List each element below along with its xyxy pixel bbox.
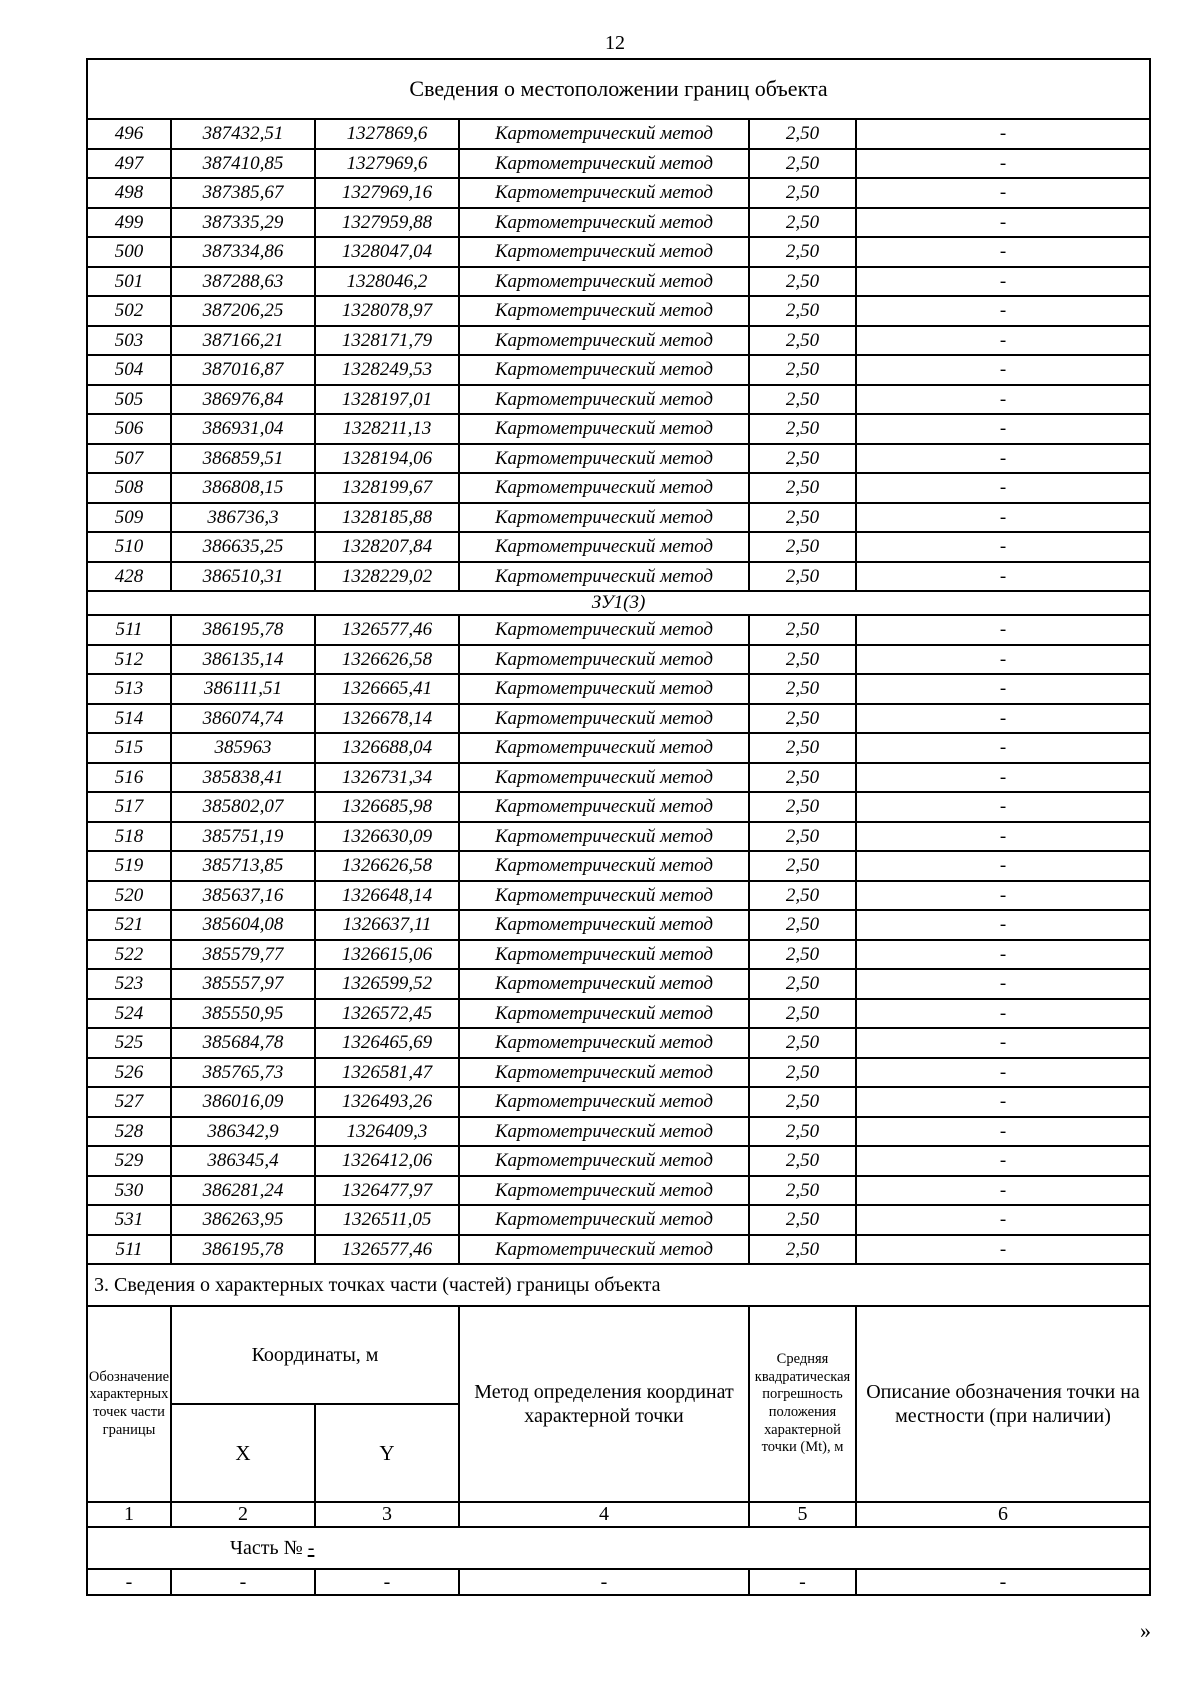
table-cell: 1328211,13 (315, 414, 459, 444)
table-cell: 501 (87, 267, 171, 297)
header-x: X (171, 1404, 315, 1502)
table-cell: - (856, 178, 1150, 208)
table-cell: - (856, 119, 1150, 149)
table-cell: Картометрический метод (459, 999, 749, 1029)
table-cell: Картометрический метод (459, 296, 749, 326)
header-y: Y (315, 1404, 459, 1502)
table-cell: 386931,04 (171, 414, 315, 444)
table-cell: 387410,85 (171, 149, 315, 179)
table-cell: 387385,67 (171, 178, 315, 208)
table-cell: 386074,74 (171, 704, 315, 734)
column-number: 3 (315, 1502, 459, 1527)
table-cell: 1326648,14 (315, 881, 459, 911)
table-row (87, 1146, 1150, 1176)
table-row (87, 267, 1150, 297)
table-cell: - (856, 414, 1150, 444)
table-cell: 2,50 (749, 208, 856, 238)
table-cell: - (856, 1058, 1150, 1088)
table-row (87, 1087, 1150, 1117)
table-row (87, 1176, 1150, 1206)
table-cell: 2,50 (749, 267, 856, 297)
table-cell: 1326665,41 (315, 674, 459, 704)
table-cell: 1326685,98 (315, 792, 459, 822)
table-cell: 2,50 (749, 881, 856, 911)
table-row (87, 910, 1150, 940)
table-cell: 386736,3 (171, 503, 315, 533)
table-cell: 529 (87, 1146, 171, 1176)
table-cell: 386808,15 (171, 473, 315, 503)
table-cell: 386195,78 (171, 615, 315, 645)
table-cell: Картометрический метод (459, 267, 749, 297)
table-cell: 524 (87, 999, 171, 1029)
table-cell: 1326678,14 (315, 704, 459, 734)
table-cell: Картометрический метод (459, 733, 749, 763)
empty-cell: - (749, 1569, 856, 1595)
table-cell: 1326493,26 (315, 1087, 459, 1117)
table-cell: 2,50 (749, 1028, 856, 1058)
empty-cell: - (459, 1569, 749, 1595)
table-cell: 386016,09 (171, 1087, 315, 1117)
table-cell: Картометрический метод (459, 822, 749, 852)
table-cell: 521 (87, 910, 171, 940)
table-cell: 386859,51 (171, 444, 315, 474)
table-cell: Картометрический метод (459, 1146, 749, 1176)
table-cell: 509 (87, 503, 171, 533)
table-cell: 1326465,69 (315, 1028, 459, 1058)
table-cell: 511 (87, 1235, 171, 1265)
table-cell: 2,50 (749, 503, 856, 533)
table-cell: Картометрический метод (459, 645, 749, 675)
table-cell: Картометрический метод (459, 704, 749, 734)
table-cell: - (856, 733, 1150, 763)
table-cell: 1328171,79 (315, 326, 459, 356)
table-cell: 2,50 (749, 1087, 856, 1117)
table-cell: 1326477,97 (315, 1176, 459, 1206)
empty-cell: - (171, 1569, 315, 1595)
table-cell: 1326412,06 (315, 1146, 459, 1176)
table-cell: 386342,9 (171, 1117, 315, 1147)
table-row (87, 296, 1150, 326)
part-number: - (307, 1536, 315, 1559)
subsection-header: ЗУ1(3) (87, 591, 1150, 615)
table-cell: 1326731,34 (315, 763, 459, 793)
table-row (87, 355, 1150, 385)
table-cell: - (856, 326, 1150, 356)
table-cell: 1328229,02 (315, 562, 459, 592)
table-row (87, 822, 1150, 852)
table-cell: 2,50 (749, 1058, 856, 1088)
part-label: Часть № (230, 1536, 303, 1559)
table-cell: 387335,29 (171, 208, 315, 238)
table-cell: 511 (87, 615, 171, 645)
table-cell: 1326637,11 (315, 910, 459, 940)
table-cell: 386263,95 (171, 1205, 315, 1235)
table-cell: 1326409,3 (315, 1117, 459, 1147)
table-cell: 2,50 (749, 119, 856, 149)
table-cell: 1326626,58 (315, 851, 459, 881)
column-number: 1 (87, 1502, 171, 1527)
header-error: Средняя квадратическая погрешность положения характерной точки (Mt), м (749, 1306, 856, 1502)
table-cell: - (856, 355, 1150, 385)
table-cell: - (856, 1028, 1150, 1058)
table-cell: Картометрический метод (459, 851, 749, 881)
table-cell: 385550,95 (171, 999, 315, 1029)
table-cell: 1328194,06 (315, 444, 459, 474)
table-cell: Картометрический метод (459, 615, 749, 645)
table-cell: 497 (87, 149, 171, 179)
table-cell: 1327969,16 (315, 178, 459, 208)
table-row (87, 473, 1150, 503)
table-cell: 510 (87, 532, 171, 562)
table-cell: 386195,78 (171, 1235, 315, 1265)
table-cell: 385713,85 (171, 851, 315, 881)
table-cell: - (856, 645, 1150, 675)
header-description: Описание обозначения точки на местности (при наличии) (856, 1306, 1150, 1502)
table-cell: - (856, 1235, 1150, 1265)
table-row (87, 969, 1150, 999)
table-cell: 1328078,97 (315, 296, 459, 326)
table-cell: 2,50 (749, 355, 856, 385)
rows-group-a (87, 119, 1150, 591)
table-cell: Картометрический метод (459, 1087, 749, 1117)
table-cell: Картометрический метод (459, 1028, 749, 1058)
table-cell: 2,50 (749, 733, 856, 763)
table-cell: 2,50 (749, 645, 856, 675)
table-cell: 520 (87, 881, 171, 911)
table-cell: 2,50 (749, 1146, 856, 1176)
table-cell: Картометрический метод (459, 473, 749, 503)
table-cell: - (856, 881, 1150, 911)
table-cell: 506 (87, 414, 171, 444)
table-cell: 1326577,46 (315, 1235, 459, 1265)
table-cell: Картометрический метод (459, 674, 749, 704)
table-cell: 2,50 (749, 969, 856, 999)
table-cell: 2,50 (749, 1205, 856, 1235)
table-cell: 515 (87, 733, 171, 763)
table-cell: Картометрический метод (459, 562, 749, 592)
table-row (87, 674, 1150, 704)
table-cell: Картометрический метод (459, 1117, 749, 1147)
table-cell: 527 (87, 1087, 171, 1117)
table-cell: 2,50 (749, 1176, 856, 1206)
table-cell: 1326511,05 (315, 1205, 459, 1235)
table-row (87, 1117, 1150, 1147)
table-cell: - (856, 969, 1150, 999)
table-cell: - (856, 237, 1150, 267)
table-cell: 526 (87, 1058, 171, 1088)
table-cell: 2,50 (749, 822, 856, 852)
table-row (87, 503, 1150, 533)
table-cell: Картометрический метод (459, 532, 749, 562)
table-cell: - (856, 792, 1150, 822)
table-row (87, 385, 1150, 415)
table-row (87, 792, 1150, 822)
table-cell: Картометрический метод (459, 208, 749, 238)
table-cell: 385637,16 (171, 881, 315, 911)
table-cell: - (856, 999, 1150, 1029)
table-row (87, 615, 1150, 645)
table-cell: 386345,4 (171, 1146, 315, 1176)
table-cell: Картометрический метод (459, 237, 749, 267)
table-row (87, 645, 1150, 675)
table-cell: 496 (87, 119, 171, 149)
table-cell: 387206,25 (171, 296, 315, 326)
table-cell: 507 (87, 444, 171, 474)
table-row (87, 940, 1150, 970)
table-cell: 2,50 (749, 851, 856, 881)
table-cell: 385751,19 (171, 822, 315, 852)
table-cell: 2,50 (749, 237, 856, 267)
table-cell: 1326572,45 (315, 999, 459, 1029)
table-cell: - (856, 851, 1150, 881)
table-cell: - (856, 149, 1150, 179)
table-cell: 1328047,04 (315, 237, 459, 267)
table-cell: - (856, 444, 1150, 474)
table-cell: 1328207,84 (315, 532, 459, 562)
table-cell: - (856, 1117, 1150, 1147)
table-cell: 528 (87, 1117, 171, 1147)
table-cell: Картометрический метод (459, 881, 749, 911)
table-row (87, 1028, 1150, 1058)
table-cell: 2,50 (749, 615, 856, 645)
table-cell: - (856, 296, 1150, 326)
column-number: 2 (171, 1502, 315, 1527)
column-number: 6 (856, 1502, 1150, 1527)
table-cell: 428 (87, 562, 171, 592)
column-number: 4 (459, 1502, 749, 1527)
table-cell: 1327969,6 (315, 149, 459, 179)
table-cell: 525 (87, 1028, 171, 1058)
table-cell: Картометрический метод (459, 355, 749, 385)
table-cell: - (856, 940, 1150, 970)
table-row (87, 1235, 1150, 1265)
section-title: Сведения о местоположении границ объекта (87, 59, 1150, 119)
table-row (87, 326, 1150, 356)
header-point-designation: Обозначение характерных точек части границы (87, 1306, 171, 1502)
table-cell: - (856, 1146, 1150, 1176)
table-cell: 1326626,58 (315, 645, 459, 675)
table-cell: 385963 (171, 733, 315, 763)
table-cell: 1326581,47 (315, 1058, 459, 1088)
table-cell: 522 (87, 940, 171, 970)
table-cell: 530 (87, 1176, 171, 1206)
table-cell: - (856, 910, 1150, 940)
table-cell: 1328249,53 (315, 355, 459, 385)
table-cell: 499 (87, 208, 171, 238)
part-label-cell (87, 1527, 1150, 1569)
table-cell: 387288,63 (171, 267, 315, 297)
table-row (87, 733, 1150, 763)
table-cell: 498 (87, 178, 171, 208)
table-cell: - (856, 1205, 1150, 1235)
table-cell: 387016,87 (171, 355, 315, 385)
table-cell: 1327959,88 (315, 208, 459, 238)
table-cell: Картометрический метод (459, 763, 749, 793)
table-cell: - (856, 473, 1150, 503)
table-cell: 2,50 (749, 763, 856, 793)
header-method: Метод определения координат характерной точки (459, 1306, 749, 1502)
table-cell: 508 (87, 473, 171, 503)
table-cell: 386111,51 (171, 674, 315, 704)
table-cell: 385557,97 (171, 969, 315, 999)
table-cell: Картометрический метод (459, 910, 749, 940)
table-row (87, 119, 1150, 149)
table-cell: 2,50 (749, 473, 856, 503)
table-cell: 518 (87, 822, 171, 852)
table-cell: 386135,14 (171, 645, 315, 675)
table-cell: 514 (87, 704, 171, 734)
header-coordinates: Координаты, м (171, 1306, 459, 1404)
table-row (87, 178, 1150, 208)
table-cell: 503 (87, 326, 171, 356)
table-cell: 505 (87, 385, 171, 415)
table-cell: 386281,24 (171, 1176, 315, 1206)
table-cell: - (856, 615, 1150, 645)
table-cell: 2,50 (749, 704, 856, 734)
table-cell: 523 (87, 969, 171, 999)
table-row (87, 999, 1150, 1029)
table-cell: - (856, 503, 1150, 533)
table-cell: Картометрический метод (459, 414, 749, 444)
table-cell: 387334,86 (171, 237, 315, 267)
table-row (87, 704, 1150, 734)
table-cell: Картометрический метод (459, 178, 749, 208)
table-cell: 1326577,46 (315, 615, 459, 645)
table-row (87, 562, 1150, 592)
table-cell: Картометрический метод (459, 503, 749, 533)
table-cell: 1327869,6 (315, 119, 459, 149)
table-cell: - (856, 532, 1150, 562)
table-cell: - (856, 267, 1150, 297)
table-cell: 2,50 (749, 562, 856, 592)
table-cell: 2,50 (749, 999, 856, 1029)
section3-title: 3. Сведения о характерных точках части (частей) границы объекта (87, 1264, 1150, 1306)
table-cell: 2,50 (749, 532, 856, 562)
table-cell: 386635,25 (171, 532, 315, 562)
table-row (87, 237, 1150, 267)
table-cell: 1326599,52 (315, 969, 459, 999)
table-cell: 1326615,06 (315, 940, 459, 970)
table-cell: 2,50 (749, 385, 856, 415)
table-cell: Картометрический метод (459, 969, 749, 999)
table-cell: Картометрический метод (459, 792, 749, 822)
table-cell: 385684,78 (171, 1028, 315, 1058)
table-cell: 2,50 (749, 1235, 856, 1265)
table-cell: 2,50 (749, 910, 856, 940)
table-cell: Картометрический метод (459, 149, 749, 179)
table-cell: 519 (87, 851, 171, 881)
table-cell: Картометрический метод (459, 940, 749, 970)
table-cell: 385802,07 (171, 792, 315, 822)
table-cell: 386976,84 (171, 385, 315, 415)
rows-group-b (87, 615, 1150, 1264)
table-cell: - (856, 1176, 1150, 1206)
table-cell: 2,50 (749, 940, 856, 970)
table-cell: 386510,31 (171, 562, 315, 592)
table-cell: Картометрический метод (459, 1176, 749, 1206)
table-row (87, 763, 1150, 793)
table-cell: - (856, 208, 1150, 238)
table-cell: 1328199,67 (315, 473, 459, 503)
table-cell: Картометрический метод (459, 326, 749, 356)
table-cell: 387166,21 (171, 326, 315, 356)
table-row (87, 414, 1150, 444)
table-cell: 2,50 (749, 674, 856, 704)
table-cell: - (856, 704, 1150, 734)
table-cell: 2,50 (749, 1117, 856, 1147)
table-cell: 516 (87, 763, 171, 793)
table-cell: - (856, 763, 1150, 793)
table-row (87, 444, 1150, 474)
column-number: 5 (749, 1502, 856, 1527)
table-cell: 2,50 (749, 149, 856, 179)
empty-cell: - (315, 1569, 459, 1595)
boundary-table (86, 58, 1151, 1596)
table-row (87, 208, 1150, 238)
table-cell: - (856, 385, 1150, 415)
table-cell: 385765,73 (171, 1058, 315, 1088)
table-cell: - (856, 674, 1150, 704)
table-cell: - (856, 1087, 1150, 1117)
table-cell: 1326630,09 (315, 822, 459, 852)
table-cell: 517 (87, 792, 171, 822)
table-cell: Картометрический метод (459, 1205, 749, 1235)
table-cell: Картометрический метод (459, 444, 749, 474)
empty-cell: - (856, 1569, 1150, 1595)
closing-quote: » (1140, 1618, 1151, 1643)
table-cell: 385604,08 (171, 910, 315, 940)
table-cell: 500 (87, 237, 171, 267)
table-cell: 1326688,04 (315, 733, 459, 763)
table-cell: 531 (87, 1205, 171, 1235)
table-row (87, 881, 1150, 911)
table-cell: Картометрический метод (459, 1058, 749, 1088)
table-cell: Картометрический метод (459, 385, 749, 415)
table-cell: 385579,77 (171, 940, 315, 970)
table-cell: 2,50 (749, 414, 856, 444)
table-cell: 2,50 (749, 792, 856, 822)
table-cell: 1328185,88 (315, 503, 459, 533)
table-row (87, 851, 1150, 881)
table-row (87, 149, 1150, 179)
table-row (87, 1058, 1150, 1088)
table-cell: 512 (87, 645, 171, 675)
table-row (87, 1205, 1150, 1235)
table-cell: 504 (87, 355, 171, 385)
table-cell: 1328046,2 (315, 267, 459, 297)
table-cell: 2,50 (749, 444, 856, 474)
table-row (87, 532, 1150, 562)
empty-cell: - (87, 1569, 171, 1595)
table-cell: 502 (87, 296, 171, 326)
table-cell: - (856, 562, 1150, 592)
page-number: 12 (605, 32, 625, 54)
table-cell: 385838,41 (171, 763, 315, 793)
table-cell: - (856, 822, 1150, 852)
table-cell: 1328197,01 (315, 385, 459, 415)
table-cell: Картометрический метод (459, 119, 749, 149)
table-cell: 2,50 (749, 296, 856, 326)
table-cell: 387432,51 (171, 119, 315, 149)
table-cell: 2,50 (749, 326, 856, 356)
table-cell: 2,50 (749, 178, 856, 208)
table-cell: 513 (87, 674, 171, 704)
table-cell: Картометрический метод (459, 1235, 749, 1265)
